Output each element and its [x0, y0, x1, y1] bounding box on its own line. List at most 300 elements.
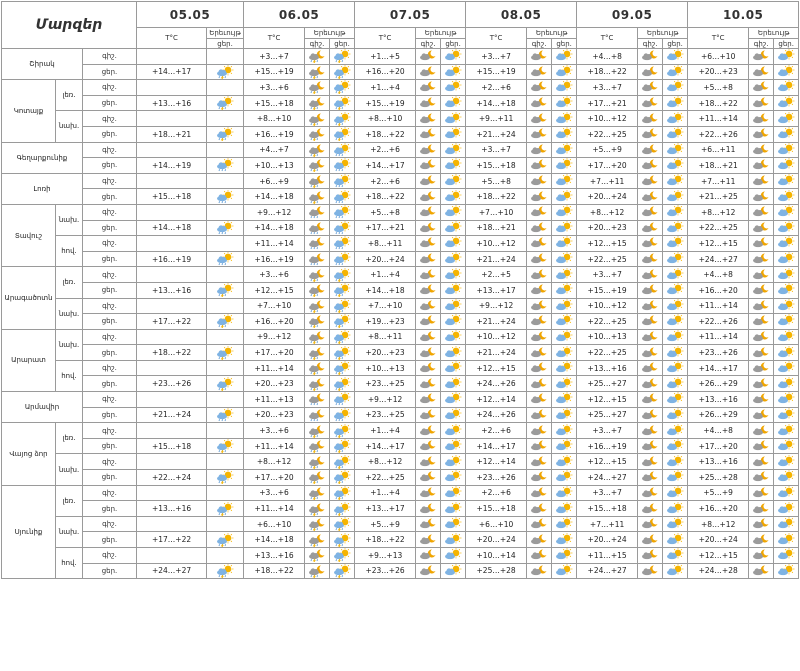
- temp-cell: +14…+18: [355, 282, 416, 298]
- weather-moon-cloud-icon: [638, 220, 663, 236]
- weather-moon-cloud-icon: [527, 501, 552, 517]
- weather-moon-cloud-icon: [416, 95, 441, 111]
- weather-sun-cloud-icon: [774, 236, 799, 252]
- weather-sun-cloud-thunder-icon: [330, 470, 355, 486]
- temp-cell: +6…+9: [244, 173, 305, 189]
- weather-moon-cloud-icon: [416, 548, 441, 564]
- weather-sun-cloud-icon: [441, 95, 466, 111]
- temp-cell: +9…+13: [355, 548, 416, 564]
- temp-cell: +16…+20: [688, 501, 749, 517]
- temp-cell: +13…+16: [137, 501, 207, 517]
- weather-sun-cloud-icon: [774, 485, 799, 501]
- weather-moon-cloud-icon: [416, 329, 441, 345]
- weather-moon-cloud-thunder-icon: [305, 64, 330, 80]
- weather-sun-cloud-icon: [552, 423, 577, 439]
- weather-sun-cloud-rain-icon: [330, 251, 355, 267]
- temp-cell: +8…+12: [355, 454, 416, 470]
- region-name: Սյունիք: [2, 485, 56, 579]
- day-label: ցեր.: [83, 314, 137, 330]
- weather-moon-cloud-icon: [527, 282, 552, 298]
- weather-sun-cloud-icon: [663, 516, 688, 532]
- table-row: [2, 360, 799, 376]
- temp-cell: +4…+7: [244, 142, 305, 158]
- temp-cell: +24…+26: [466, 376, 527, 392]
- weather-moon-cloud-icon: [749, 282, 774, 298]
- weather-sun-cloud-icon: [552, 563, 577, 579]
- weather-moon-cloud-icon: [527, 470, 552, 486]
- weather-moon-cloud-icon: [527, 204, 552, 220]
- temp-cell: +3…+7: [577, 423, 638, 439]
- temp-cell: +3…+7: [577, 80, 638, 96]
- weather-sun-cloud-thunder-icon: [207, 282, 244, 298]
- weather-sun-cloud-rain-icon: [207, 251, 244, 267]
- weather-moon-cloud-icon: [638, 376, 663, 392]
- weather-sun-cloud-icon: [663, 298, 688, 314]
- region-name: Արմավիր: [2, 392, 83, 423]
- weather-sun-cloud-icon: [441, 548, 466, 564]
- weather-moon-cloud-icon: [527, 454, 552, 470]
- empty-icon-cell: [207, 548, 244, 564]
- zone-label: հով.: [56, 548, 83, 579]
- zone-label: նախ.: [56, 298, 83, 329]
- temp-cell: +11…+14: [244, 438, 305, 454]
- weather-moon-cloud-icon: [416, 80, 441, 96]
- weather-sun-cloud-icon: [774, 267, 799, 283]
- temp-cell: +3…+6: [244, 80, 305, 96]
- temp-cell: +3…+6: [244, 485, 305, 501]
- weather-sun-cloud-thunder-icon: [330, 111, 355, 127]
- temp-cell: +14…+17: [466, 438, 527, 454]
- temp-cell: [137, 423, 207, 439]
- weather-sun-cloud-thunder-icon: [207, 64, 244, 80]
- weather-sun-cloud-thunder-icon: [330, 298, 355, 314]
- temp-cell: [137, 485, 207, 501]
- temp-cell: +18…+22: [577, 64, 638, 80]
- temp-cell: +12…+15: [688, 548, 749, 564]
- temp-cell: +24…+26: [466, 407, 527, 423]
- weather-sun-cloud-thunder-icon: [330, 485, 355, 501]
- weather-moon-cloud-icon: [416, 563, 441, 579]
- weather-sun-cloud-icon: [774, 376, 799, 392]
- weather-moon-cloud-icon: [638, 314, 663, 330]
- weather-moon-cloud-icon: [749, 501, 774, 517]
- phenomena-header: Երեւույթ: [416, 28, 466, 39]
- weather-sun-cloud-thunder-icon: [330, 80, 355, 96]
- weather-sun-cloud-icon: [441, 376, 466, 392]
- weather-sun-cloud-icon: [774, 516, 799, 532]
- empty-icon-cell: [207, 173, 244, 189]
- table-row: [2, 111, 799, 127]
- weather-sun-cloud-icon: [441, 142, 466, 158]
- weather-moon-cloud-thunder-icon: [305, 80, 330, 96]
- table-row: [2, 376, 799, 392]
- empty-icon-cell: [207, 267, 244, 283]
- temp-cell: +17…+20: [244, 345, 305, 361]
- empty-icon-cell: [207, 142, 244, 158]
- weather-moon-cloud-icon: [749, 470, 774, 486]
- temp-cell: +17…+20: [688, 438, 749, 454]
- temp-cell: +20…+23: [244, 407, 305, 423]
- weather-moon-cloud-icon: [527, 360, 552, 376]
- weather-moon-cloud-icon: [416, 438, 441, 454]
- table-row: [2, 251, 799, 267]
- weather-moon-cloud-icon: [749, 563, 774, 579]
- empty-icon-cell: [207, 454, 244, 470]
- temp-cell: +14…+18: [244, 532, 305, 548]
- weather-sun-cloud-icon: [774, 360, 799, 376]
- weather-sun-cloud-icon: [552, 360, 577, 376]
- weather-sun-cloud-thunder-icon: [330, 49, 355, 65]
- temp-cell: [137, 173, 207, 189]
- weather-moon-cloud-icon: [638, 158, 663, 174]
- temp-header: T°C: [355, 28, 416, 49]
- weather-moon-cloud-icon: [638, 173, 663, 189]
- weather-sun-cloud-thunder-icon: [207, 376, 244, 392]
- weather-sun-cloud-icon: [663, 142, 688, 158]
- temp-cell: +22…+25: [577, 345, 638, 361]
- table-row: [2, 548, 799, 564]
- empty-icon-cell: [207, 111, 244, 127]
- weather-sun-cloud-icon: [441, 392, 466, 408]
- temp-cell: +23…+25: [355, 376, 416, 392]
- weather-moon-cloud-icon: [749, 329, 774, 345]
- day-subheader: ցեր.: [552, 39, 577, 49]
- weather-moon-cloud-icon: [638, 392, 663, 408]
- weather-sun-cloud-icon: [774, 454, 799, 470]
- weather-sun-cloud-thunder-icon: [207, 532, 244, 548]
- weather-moon-cloud-icon: [416, 236, 441, 252]
- night-label: գիշ.: [83, 142, 137, 158]
- weather-moon-cloud-icon: [638, 516, 663, 532]
- weather-sun-cloud-icon: [774, 532, 799, 548]
- temp-cell: +10…+13: [244, 158, 305, 174]
- weather-moon-cloud-icon: [527, 111, 552, 127]
- weather-moon-cloud-icon: [416, 158, 441, 174]
- temp-cell: +3…+7: [466, 142, 527, 158]
- temp-cell: +12…+15: [688, 236, 749, 252]
- weather-sun-cloud-icon: [441, 563, 466, 579]
- zone-label: նախ.: [56, 454, 83, 485]
- empty-icon-cell: [207, 80, 244, 96]
- weather-sun-cloud-icon: [663, 282, 688, 298]
- day-label: ցեր.: [83, 563, 137, 579]
- night-subheader: գիշ.: [527, 39, 552, 49]
- temp-cell: +8…+12: [688, 204, 749, 220]
- weather-sun-cloud-icon: [774, 282, 799, 298]
- weather-moon-cloud-thunder-icon: [305, 282, 330, 298]
- temp-cell: +16…+19: [244, 251, 305, 267]
- weather-moon-cloud-icon: [638, 298, 663, 314]
- zone-label: նախ.: [56, 516, 83, 547]
- temp-cell: +16…+20: [244, 314, 305, 330]
- temp-cell: +16…+20: [688, 282, 749, 298]
- temp-cell: +17…+20: [244, 470, 305, 486]
- temp-cell: +16…+20: [355, 64, 416, 80]
- weather-sun-cloud-icon: [774, 158, 799, 174]
- weather-moon-cloud-icon: [638, 407, 663, 423]
- temp-cell: +21…+24: [466, 126, 527, 142]
- day-label: ցեր.: [83, 189, 137, 205]
- weather-moon-cloud-icon: [749, 64, 774, 80]
- weather-sun-cloud-rain-icon: [330, 392, 355, 408]
- temp-cell: +7…+11: [577, 516, 638, 532]
- temp-cell: +9…+12: [355, 392, 416, 408]
- date-header: 08.05: [466, 2, 577, 28]
- weather-sun-cloud-icon: [552, 189, 577, 205]
- weather-sun-cloud-thunder-icon: [207, 345, 244, 361]
- temp-cell: +22…+24: [137, 470, 207, 486]
- weather-sun-cloud-icon: [441, 282, 466, 298]
- weather-sun-cloud-thunder-icon: [330, 267, 355, 283]
- temp-cell: +7…+11: [577, 173, 638, 189]
- table-row: [2, 392, 799, 408]
- temp-cell: +1…+5: [355, 49, 416, 65]
- weather-sun-cloud-rain-icon: [330, 236, 355, 252]
- temp-cell: +4…+8: [688, 423, 749, 439]
- temp-header: T°C: [577, 28, 638, 49]
- night-label: գիշ.: [83, 173, 137, 189]
- weather-moon-cloud-icon: [416, 142, 441, 158]
- day-label: ցեր.: [83, 438, 137, 454]
- weather-moon-cloud-icon: [749, 532, 774, 548]
- weather-moon-cloud-icon: [638, 501, 663, 517]
- temp-cell: +8…+11: [355, 236, 416, 252]
- temp-header: T°C: [244, 28, 305, 49]
- weather-moon-cloud-thunder-icon: [305, 329, 330, 345]
- temp-cell: +24…+27: [577, 563, 638, 579]
- weather-moon-cloud-icon: [749, 204, 774, 220]
- weather-moon-cloud-icon: [527, 485, 552, 501]
- temp-cell: +18…+22: [137, 345, 207, 361]
- weather-sun-cloud-icon: [663, 438, 688, 454]
- phenomena-header: Երեւույթ: [638, 28, 688, 39]
- weather-moon-cloud-icon: [416, 220, 441, 236]
- weather-sun-cloud-icon: [774, 126, 799, 142]
- weather-sun-cloud-icon: [552, 80, 577, 96]
- empty-icon-cell: [207, 485, 244, 501]
- temp-cell: +22…+25: [577, 251, 638, 267]
- weather-moon-cloud-icon: [527, 236, 552, 252]
- temp-cell: +9…+12: [244, 204, 305, 220]
- weather-moon-cloud-icon: [527, 64, 552, 80]
- temp-cell: +5…+8: [355, 204, 416, 220]
- weather-moon-cloud-icon: [527, 376, 552, 392]
- weather-moon-cloud-icon: [638, 95, 663, 111]
- weather-moon-cloud-icon: [638, 251, 663, 267]
- weather-sun-cloud-icon: [663, 392, 688, 408]
- weather-sun-cloud-thunder-icon: [330, 329, 355, 345]
- table-row: [2, 282, 799, 298]
- weather-moon-cloud-icon: [749, 548, 774, 564]
- weather-sun-cloud-icon: [552, 236, 577, 252]
- empty-icon-cell: [207, 329, 244, 345]
- weather-moon-cloud-icon: [416, 516, 441, 532]
- weather-moon-cloud-icon: [749, 360, 774, 376]
- weather-moon-cloud-icon: [749, 392, 774, 408]
- temp-cell: +13…+16: [688, 454, 749, 470]
- temp-cell: +8…+12: [688, 516, 749, 532]
- temp-cell: +22…+26: [688, 314, 749, 330]
- temp-cell: +14…+19: [137, 158, 207, 174]
- temp-cell: +11…+13: [244, 392, 305, 408]
- weather-moon-cloud-icon: [638, 282, 663, 298]
- weather-sun-cloud-icon: [441, 236, 466, 252]
- weather-moon-cloud-thunder-icon: [305, 485, 330, 501]
- weather-moon-cloud-icon: [638, 204, 663, 220]
- temp-header: T°C: [688, 28, 749, 49]
- weather-sun-cloud-icon: [441, 438, 466, 454]
- weather-sun-cloud-thunder-icon: [207, 95, 244, 111]
- table-row: [2, 267, 799, 283]
- weather-moon-cloud-icon: [527, 392, 552, 408]
- temp-cell: +20…+24: [577, 189, 638, 205]
- weather-moon-cloud-icon: [416, 189, 441, 205]
- weather-sun-cloud-thunder-icon: [330, 95, 355, 111]
- temp-cell: +13…+16: [137, 282, 207, 298]
- weather-moon-cloud-icon: [638, 423, 663, 439]
- temp-cell: +15…+18: [244, 95, 305, 111]
- temp-cell: +6…+10: [244, 516, 305, 532]
- weather-sun-cloud-icon: [441, 329, 466, 345]
- weather-moon-cloud-icon: [749, 142, 774, 158]
- temp-cell: +21…+24: [466, 314, 527, 330]
- night-label: գիշ.: [83, 298, 137, 314]
- weather-sun-cloud-rain-icon: [330, 189, 355, 205]
- temp-cell: +13…+17: [355, 501, 416, 517]
- table-row: [2, 501, 799, 517]
- weather-moon-cloud-icon: [416, 376, 441, 392]
- weather-moon-cloud-icon: [638, 345, 663, 361]
- table-row: [2, 423, 799, 439]
- weather-sun-cloud-icon: [774, 298, 799, 314]
- temp-cell: +15…+18: [577, 501, 638, 517]
- night-label: գիշ.: [83, 236, 137, 252]
- weather-moon-cloud-icon: [416, 204, 441, 220]
- temp-cell: [137, 392, 207, 408]
- temp-cell: +5…+9: [355, 516, 416, 532]
- weather-sun-cloud-rain-icon: [330, 173, 355, 189]
- day-subheader: ցեր.: [330, 39, 355, 49]
- night-subheader: գիշ.: [305, 39, 330, 49]
- temp-cell: +15…+19: [577, 282, 638, 298]
- temp-cell: +19…+23: [355, 314, 416, 330]
- weather-sun-cloud-icon: [774, 220, 799, 236]
- weather-sun-cloud-icon: [663, 329, 688, 345]
- night-subheader: գիշ.: [638, 39, 663, 49]
- temp-cell: +11…+14: [244, 360, 305, 376]
- temp-cell: +20…+23: [577, 220, 638, 236]
- table-row: [2, 345, 799, 361]
- weather-moon-cloud-thunder-icon: [305, 345, 330, 361]
- table-row: [2, 407, 799, 423]
- table-row: [2, 485, 799, 501]
- weather-sun-cloud-icon: [774, 111, 799, 127]
- temp-cell: +20…+23: [688, 64, 749, 80]
- temp-cell: +21…+25: [688, 189, 749, 205]
- temp-cell: +15…+19: [355, 95, 416, 111]
- empty-icon-cell: [207, 49, 244, 65]
- weather-moon-cloud-icon: [638, 189, 663, 205]
- table-row: [2, 314, 799, 330]
- weather-sun-cloud-icon: [663, 80, 688, 96]
- temp-cell: +2…+6: [466, 423, 527, 439]
- day-label: ցեր.: [83, 407, 137, 423]
- weather-moon-cloud-icon: [749, 189, 774, 205]
- weather-sun-cloud-icon: [663, 111, 688, 127]
- temp-cell: +12…+14: [466, 392, 527, 408]
- weather-moon-cloud-icon: [638, 329, 663, 345]
- weather-moon-cloud-icon: [749, 438, 774, 454]
- weather-moon-cloud-icon: [416, 407, 441, 423]
- temp-cell: [137, 236, 207, 252]
- temp-cell: +22…+25: [355, 470, 416, 486]
- weather-moon-cloud-icon: [749, 80, 774, 96]
- date-header: 09.05: [577, 2, 688, 28]
- temp-cell: +20…+24: [466, 532, 527, 548]
- night-label: գիշ.: [83, 267, 137, 283]
- weather-moon-cloud-icon: [749, 376, 774, 392]
- date-header: 07.05: [355, 2, 466, 28]
- weather-sun-cloud-icon: [441, 49, 466, 65]
- weather-sun-cloud-icon: [774, 423, 799, 439]
- weather-moon-cloud-icon: [749, 298, 774, 314]
- weather-sun-cloud-thunder-icon: [330, 345, 355, 361]
- weather-sun-cloud-icon: [774, 64, 799, 80]
- table-row: [2, 438, 799, 454]
- weather-moon-cloud-thunder-icon: [305, 454, 330, 470]
- temp-cell: +12…+15: [466, 360, 527, 376]
- weather-sun-cloud-rain-icon: [330, 142, 355, 158]
- weather-sun-cloud-icon: [552, 548, 577, 564]
- weather-sun-cloud-icon: [663, 376, 688, 392]
- weather-moon-cloud-icon: [416, 126, 441, 142]
- weather-sun-cloud-icon: [552, 392, 577, 408]
- temp-cell: +13…+16: [244, 548, 305, 564]
- night-label: գիշ.: [83, 423, 137, 439]
- weather-moon-cloud-icon: [416, 267, 441, 283]
- temp-cell: +23…+26: [137, 376, 207, 392]
- weather-sun-cloud-icon: [663, 501, 688, 517]
- weather-sun-cloud-thunder-icon: [330, 282, 355, 298]
- weather-moon-cloud-icon: [527, 173, 552, 189]
- weather-moon-cloud-icon: [527, 438, 552, 454]
- table-row: [2, 80, 799, 96]
- weather-sun-cloud-icon: [552, 267, 577, 283]
- temp-cell: +9…+12: [466, 298, 527, 314]
- weather-sun-cloud-icon: [441, 158, 466, 174]
- night-label: գիշ.: [83, 516, 137, 532]
- temp-cell: +10…+12: [466, 236, 527, 252]
- temp-header: T°C: [466, 28, 527, 49]
- temp-cell: +15…+18: [466, 501, 527, 517]
- weather-sun-cloud-icon: [663, 267, 688, 283]
- temp-cell: +11…+14: [244, 501, 305, 517]
- weather-sun-cloud-icon: [663, 407, 688, 423]
- weather-moon-cloud-icon: [638, 64, 663, 80]
- weather-moon-cloud-icon: [638, 548, 663, 564]
- weather-sun-cloud-thunder-icon: [207, 563, 244, 579]
- temp-cell: +21…+24: [137, 407, 207, 423]
- temp-cell: +8…+11: [355, 329, 416, 345]
- table-row: [2, 158, 799, 174]
- weather-moon-cloud-icon: [749, 423, 774, 439]
- weather-sun-cloud-icon: [774, 345, 799, 361]
- weather-moon-cloud-rain-icon: [305, 407, 330, 423]
- weather-moon-cloud-icon: [749, 49, 774, 65]
- weather-sun-cloud-icon: [552, 407, 577, 423]
- weather-sun-cloud-icon: [774, 470, 799, 486]
- weather-moon-cloud-rain-icon: [305, 392, 330, 408]
